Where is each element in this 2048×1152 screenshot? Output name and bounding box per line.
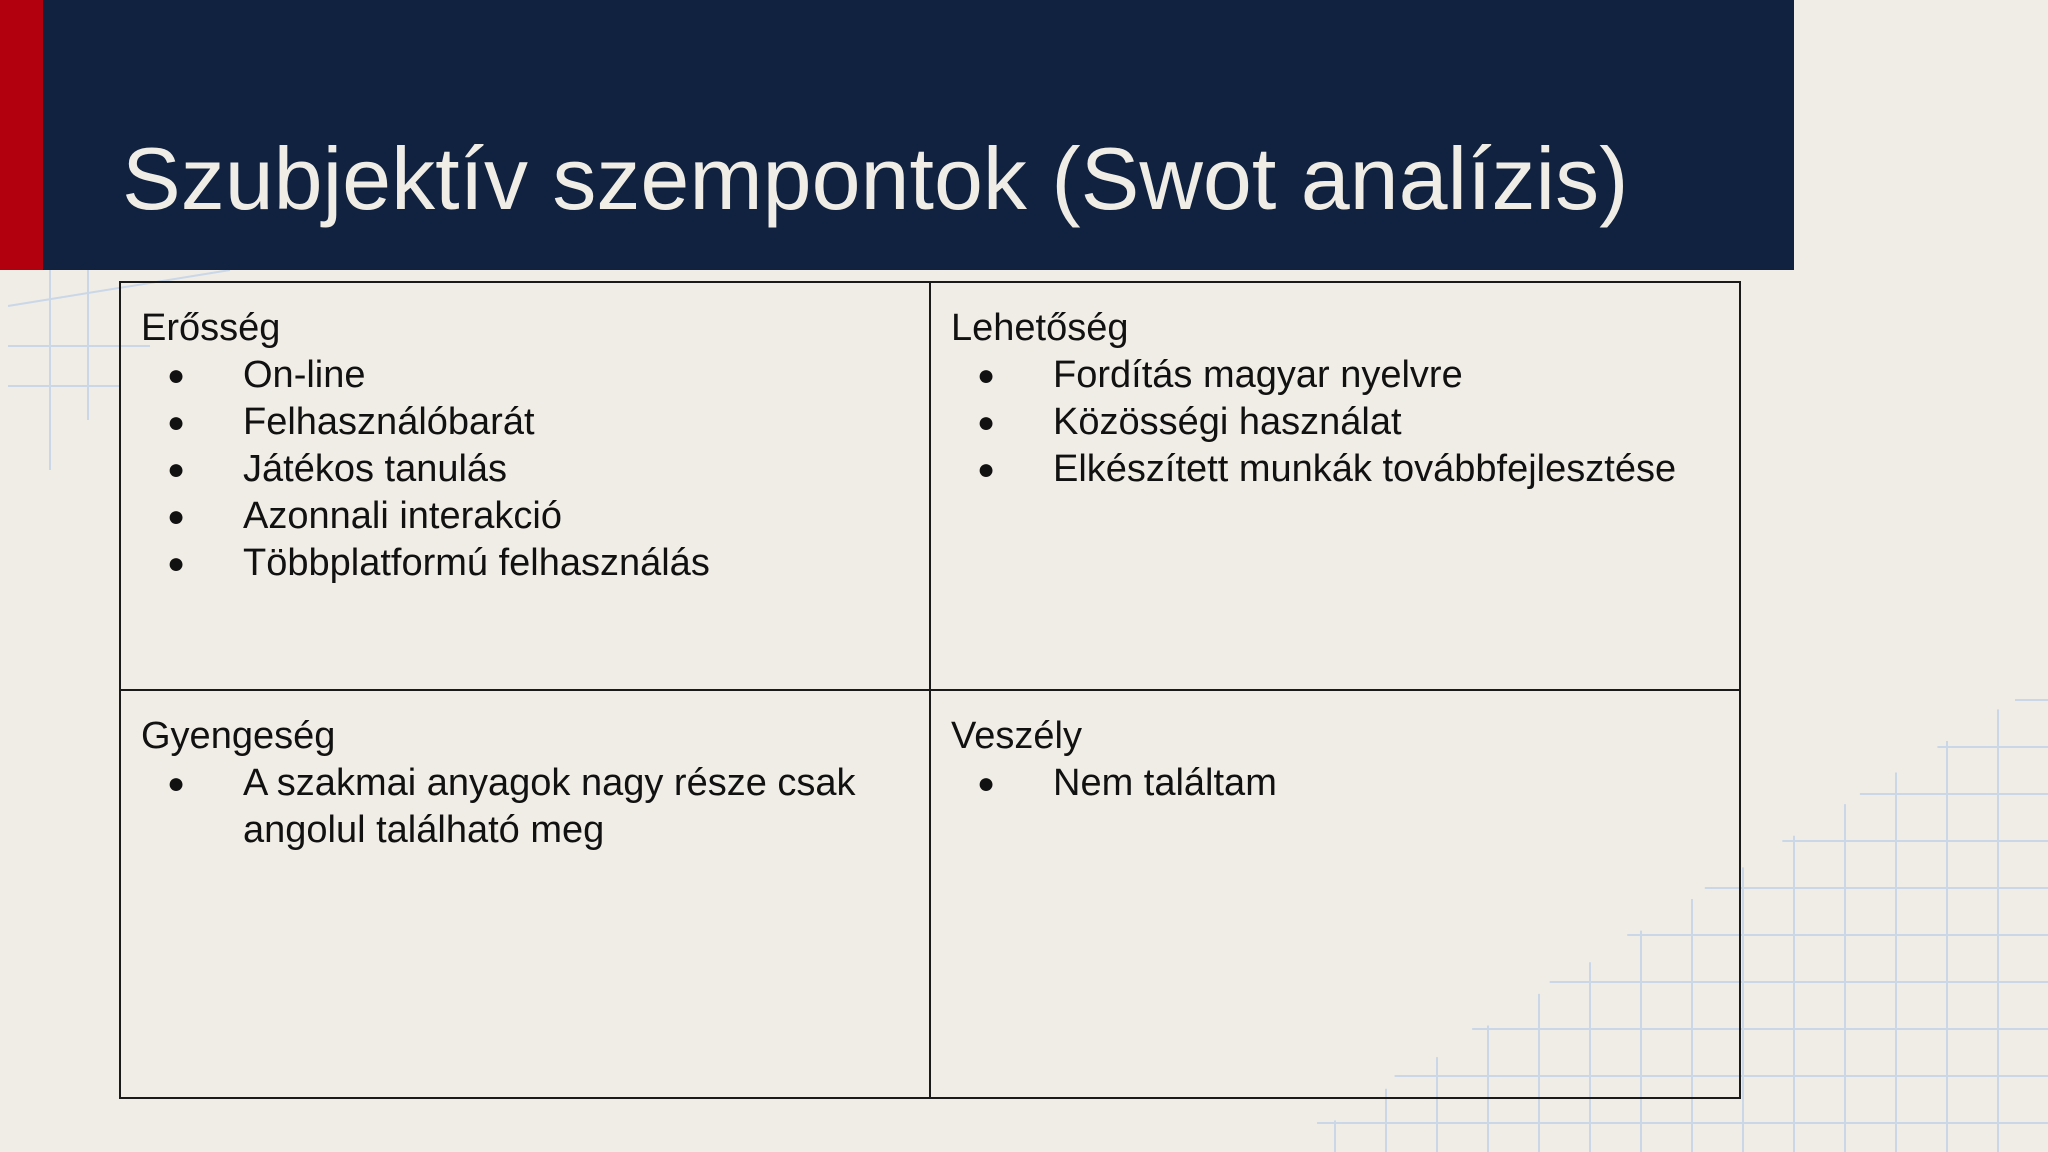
list-item-text: On-line	[243, 354, 366, 396]
list-item-text: Azonnali interakció	[243, 495, 562, 537]
list-item-text: Elkészített munkák továbbfejlesztése	[1053, 448, 1677, 490]
accent-red-bar	[0, 0, 43, 270]
list-item	[951, 352, 1719, 399]
list-item-text: Felhasználóbarát	[243, 401, 535, 443]
swot-cell-opportunities	[930, 282, 1740, 690]
list-item-text: Fordítás magyar nyelvre	[1053, 354, 1463, 396]
list-item	[141, 446, 909, 493]
opportunities-list	[951, 352, 1719, 493]
list-item	[951, 446, 1719, 493]
opportunities-heading: Lehetőség	[951, 307, 1129, 349]
list-item	[141, 760, 909, 854]
swot-cell-weaknesses	[120, 690, 930, 1098]
list-item	[141, 493, 909, 540]
strengths-list	[141, 352, 909, 587]
bullet-icon: ●	[977, 453, 996, 486]
list-item-text: Nem találtam	[1053, 762, 1277, 804]
list-item	[141, 540, 909, 587]
swot-table	[119, 281, 1741, 1099]
bullet-icon: ●	[167, 453, 186, 486]
list-item-text: Játékos tanulás	[243, 448, 508, 490]
swot-row-bottom	[120, 690, 1740, 1098]
swot-row-top	[120, 282, 1740, 690]
list-item-text: A szakmai anyagok nagy része csak angolul található meg	[243, 762, 856, 851]
bullet-icon: ●	[977, 767, 996, 800]
bullet-icon: ●	[167, 359, 186, 392]
weaknesses-list	[141, 760, 909, 854]
list-item-text: Többplatformú felhasználás	[243, 542, 710, 584]
list-item	[951, 760, 1719, 807]
bullet-icon: ●	[167, 767, 186, 800]
bullet-icon: ●	[167, 547, 186, 580]
list-item	[141, 399, 909, 446]
strengths-heading: Erősség	[141, 307, 281, 349]
list-item	[141, 352, 909, 399]
threats-list	[951, 760, 1719, 807]
swot-cell-strengths	[120, 282, 930, 690]
bullet-icon: ●	[167, 406, 186, 439]
swot-cell-threats	[930, 690, 1740, 1098]
bullet-icon: ●	[167, 500, 186, 533]
weaknesses-heading: Gyengeség	[141, 715, 336, 757]
list-item	[951, 399, 1719, 446]
list-item-text: Közösségi használat	[1053, 401, 1402, 443]
bullet-icon: ●	[977, 406, 996, 439]
slide-title: Szubjektív szempontok (Swot analízis)	[122, 129, 1629, 228]
threats-heading: Veszély	[951, 715, 1082, 757]
bullet-icon: ●	[977, 359, 996, 392]
